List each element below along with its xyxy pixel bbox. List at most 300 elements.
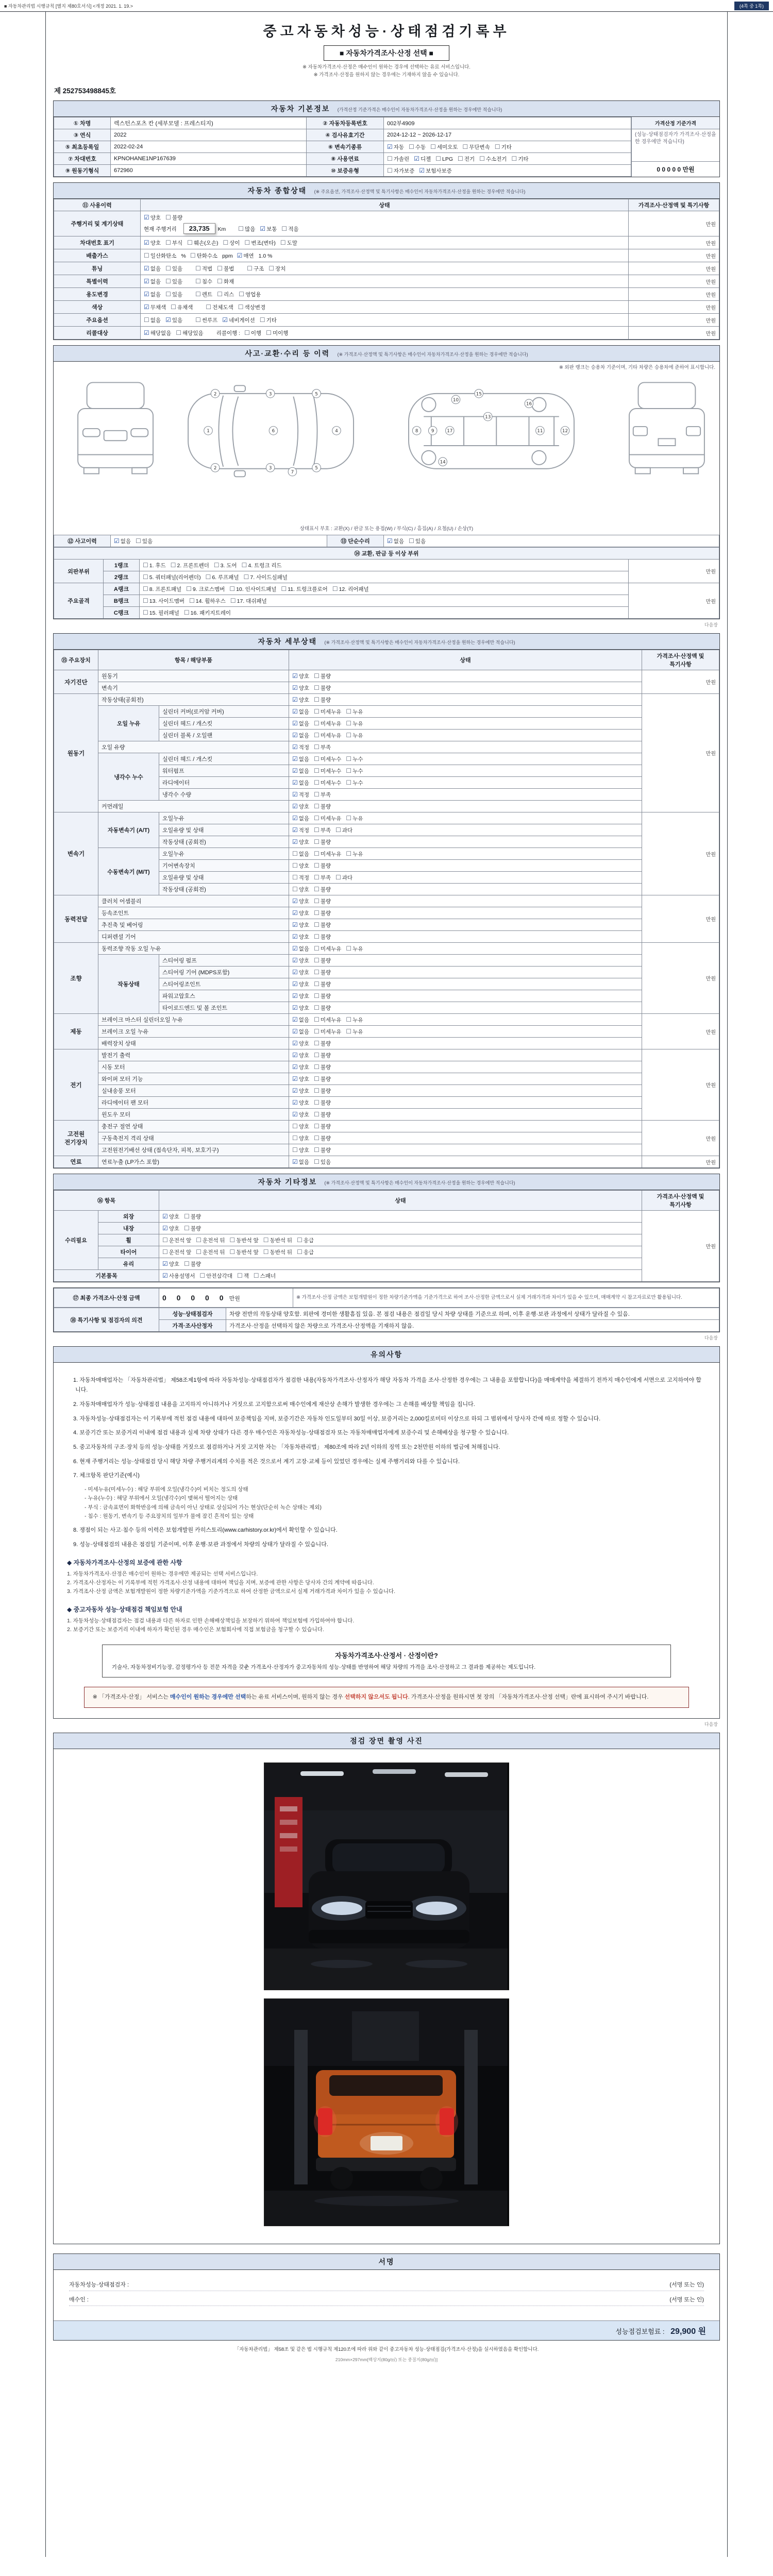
checked-checkbox-icon: ☑ xyxy=(292,826,298,834)
checkbox-option xyxy=(292,945,309,953)
checkbox-label: 4. 트렁크 리드 xyxy=(248,562,282,569)
checkbox-option xyxy=(263,1236,292,1244)
empty-checkbox-icon: ☐ xyxy=(162,1236,168,1244)
next-page-note: 다음장 xyxy=(704,622,718,628)
checkbox-option xyxy=(143,609,179,617)
checkbox-label: 17. 대쉬패널 xyxy=(237,598,267,604)
checkbox-label: 양호 xyxy=(298,862,310,869)
empty-checkbox-icon: ☐ xyxy=(206,303,212,311)
checkbox-label: 동반석 뒤 xyxy=(270,1249,293,1256)
empty-checkbox-icon: ☐ xyxy=(292,850,298,857)
price-base-note: (성능·상태점검자가 가격조사·산정을 한 경우에만 적습니다) xyxy=(635,132,716,145)
empty-checkbox-icon: ☐ xyxy=(238,303,244,311)
empty-checkbox-icon: ☐ xyxy=(314,992,320,999)
usage-item-state xyxy=(141,288,629,301)
usage-history-row xyxy=(54,262,719,275)
device-item-label: 오일누유 xyxy=(159,812,289,824)
checkbox-label: 양호 xyxy=(298,1088,310,1094)
transmission-options xyxy=(384,141,631,153)
vehicle-diagram-wrap xyxy=(54,370,719,523)
checkbox-label: 13. 사이드멤버 xyxy=(149,598,184,604)
checkbox-option xyxy=(314,1111,331,1118)
checkbox-option xyxy=(292,1063,309,1071)
device-row xyxy=(54,1085,719,1097)
panel-rank-row xyxy=(54,607,719,619)
checkbox-label: 불량 xyxy=(320,934,331,940)
checkbox-label: 양호 xyxy=(298,1005,310,1011)
panel-number: 5 xyxy=(315,466,318,471)
checkbox-option xyxy=(217,265,234,273)
checkbox-label: 도말 xyxy=(287,240,297,246)
checkbox-option xyxy=(297,1248,314,1256)
empty-checkbox-icon: ☐ xyxy=(238,225,244,232)
inspector-signature-label: 자동차성능·상태점검자 : xyxy=(69,2282,129,2289)
empty-checkbox-icon: ☐ xyxy=(435,155,442,162)
checkbox-label: 유채색 xyxy=(177,304,193,311)
checkbox-label: 양호 xyxy=(298,673,310,680)
checkbox-option xyxy=(165,316,182,324)
etc-item-label: 외장 xyxy=(98,1211,159,1223)
device-item-label: 원동기 xyxy=(98,670,289,682)
checkbox-option xyxy=(268,265,285,273)
empty-checkbox-icon: ☐ xyxy=(346,944,352,952)
checkbox-option xyxy=(292,803,309,810)
checkbox-label: 불량 xyxy=(320,862,331,869)
checkbox-option xyxy=(314,1123,331,1130)
opinion-who-performance: 성능·상태점검자 xyxy=(159,1308,226,1320)
empty-checkbox-icon: ☐ xyxy=(346,755,352,762)
opinion-text-price: 가격조사·산정을 선택하지 않은 차량으로 가격조사·산정액을 기재하지 않음. xyxy=(226,1320,719,1332)
notice-sub1-item: 3. 가격조사·산정 금액은 보험개발원이 정한 차량기준가액을 기준가격으로 하여 산정한 금액으로서 실제 거래가격과 차이가 있을 수 있습니다. xyxy=(67,1588,396,1595)
checkbox-label: 양호 xyxy=(298,898,310,905)
empty-checkbox-icon: ☐ xyxy=(314,968,320,976)
checkbox-option xyxy=(292,755,309,763)
simple-repair-options xyxy=(384,535,719,547)
signature-line-inspector xyxy=(69,2280,704,2291)
checkbox-option xyxy=(314,732,341,739)
checkbox-label: 불량 xyxy=(320,922,331,928)
checkbox-label: 불량 xyxy=(172,214,183,221)
usage-item-state xyxy=(141,236,629,249)
checkbox-option xyxy=(292,1146,309,1154)
final-price-value: 0 0 0 0 0 xyxy=(162,1293,228,1302)
accident-history-label: ⑫ 사고이력 xyxy=(54,535,111,547)
device-item-label: 기어변속장치 xyxy=(159,860,289,872)
empty-checkbox-icon: ☐ xyxy=(314,707,320,715)
empty-checkbox-icon: ☐ xyxy=(259,316,265,324)
checkbox-label: 운전석 앞 xyxy=(169,1237,192,1244)
device-item-label: 실린더 헤드 / 개스킷 xyxy=(159,753,289,765)
device-item-state xyxy=(289,1085,642,1097)
empty-checkbox-icon: ☐ xyxy=(314,897,320,905)
empty-checkbox-icon: ☐ xyxy=(199,1272,206,1279)
final-price-unit: 만원 xyxy=(229,1295,240,1302)
checkbox-option xyxy=(254,1272,276,1280)
checkbox-label: 없음 xyxy=(150,291,161,298)
price-survey-select-box: ■ 자동차가격조사·산정 선택 ■ xyxy=(324,45,449,61)
checkbox-label: 미세누유 xyxy=(320,708,342,715)
detail-col-price: 가격조사·산정액 및 특기사항 xyxy=(642,650,719,670)
checkbox-option xyxy=(171,303,193,311)
opinion-row-performance xyxy=(54,1308,719,1320)
device-item-state xyxy=(289,706,642,718)
device-sub-label: 자동변속기 (A/T) xyxy=(98,812,159,848)
overall-col-state: 상태 xyxy=(141,199,629,211)
checkbox-label: 양호 xyxy=(298,993,310,999)
device-item-state xyxy=(289,836,642,848)
overall-body xyxy=(54,211,719,340)
section-signature xyxy=(53,2253,720,2341)
empty-checkbox-icon: ☐ xyxy=(346,719,352,727)
empty-checkbox-icon: ☐ xyxy=(314,778,320,786)
empty-checkbox-icon: ☐ xyxy=(292,861,298,869)
next-page-note-3: 다음장 xyxy=(704,1722,718,1727)
checkbox-option xyxy=(409,537,426,545)
empty-checkbox-icon: ☐ xyxy=(314,861,320,869)
checkbox-option xyxy=(238,225,255,233)
etc-item-state xyxy=(159,1234,642,1246)
usage-item-label: 특별이력 xyxy=(54,275,141,288)
checkbox-option xyxy=(387,167,414,175)
checkbox-label: 5. 쿼터패널(리어펜더) xyxy=(149,574,201,581)
checked-checkbox-icon: ☑ xyxy=(222,316,228,324)
empty-checkbox-icon: ☐ xyxy=(292,1146,298,1154)
etc-item-state xyxy=(159,1223,642,1234)
checkbox-option xyxy=(195,265,212,273)
empty-checkbox-icon: ☐ xyxy=(239,290,245,298)
device-sub-label: 작동상태 xyxy=(98,955,159,1014)
checkbox-label: 불량 xyxy=(320,1088,331,1094)
device-item-label: 오일유량 및 상태 xyxy=(159,872,289,884)
notice-subitem: - 부식 : 금속표면이 화학반응에 의해 금속이 아닌 상태로 상실되어 가는 현상(단순히 녹슨 상태는 제외) xyxy=(85,1504,322,1511)
final-price-value-cell xyxy=(159,1289,293,1308)
price-survey-info-title: 자동차가격조사·산정서 · 산정이란? xyxy=(335,1652,438,1660)
checkbox-option xyxy=(314,803,331,810)
checked-checkbox-icon: ☑ xyxy=(292,980,298,988)
empty-checkbox-icon: ☐ xyxy=(458,155,463,162)
checkbox-label: 적정 xyxy=(298,874,310,881)
checkbox-option xyxy=(458,155,475,163)
checked-checkbox-icon: ☑ xyxy=(292,909,298,917)
checkbox-option xyxy=(242,562,282,569)
device-item-state xyxy=(289,1049,642,1061)
price-unit-cell: 만원 xyxy=(628,583,719,619)
checkbox-option xyxy=(292,1028,309,1036)
checkbox-option xyxy=(297,1236,314,1244)
checkbox-label: 기타 xyxy=(518,156,529,162)
device-item-state xyxy=(289,1109,642,1121)
checkbox-label: 있음 xyxy=(415,538,426,545)
device-item-state xyxy=(289,670,642,682)
empty-checkbox-icon: ☐ xyxy=(297,1236,303,1244)
form-reference-note: ■ 자동차관리법 시행규칙 [별지 제80호서식] <개정 2021. 1. 19.> xyxy=(4,3,133,9)
device-item-state xyxy=(289,895,642,907)
checked-checkbox-icon: ☑ xyxy=(292,802,298,810)
state-line xyxy=(144,222,625,234)
device-label: 원동기 xyxy=(54,694,98,812)
signature-band xyxy=(54,2254,719,2270)
device-item-label: 스티어링 기어 (MDPS포함) xyxy=(159,967,289,978)
checkbox-option xyxy=(435,155,453,162)
checkbox-label: 미세누수 xyxy=(320,756,342,762)
empty-checkbox-icon: ☐ xyxy=(229,1248,236,1256)
empty-checkbox-icon: ☐ xyxy=(247,264,253,272)
checkbox-option xyxy=(244,573,288,581)
checkbox-option xyxy=(314,945,341,953)
usage-history-row xyxy=(54,211,719,236)
device-row xyxy=(54,812,719,824)
notice-title: 유의사항 xyxy=(370,1350,403,1359)
price-unit-cell: 만원 xyxy=(629,314,719,327)
checkbox-label: 양호 xyxy=(298,1147,310,1154)
checkbox-option xyxy=(314,992,331,1000)
vin-value: KPNOHANE1NP167639 xyxy=(111,153,307,165)
inspector-signature-mark: (서명 또는 인) xyxy=(669,2282,704,2289)
checkbox-label: 응급 xyxy=(303,1249,314,1256)
usage-history-row xyxy=(54,275,719,288)
checkbox-label: 있음 xyxy=(172,317,183,324)
checkbox-option xyxy=(346,755,363,763)
checkbox-option xyxy=(217,291,234,298)
checkbox-label: 불량 xyxy=(320,1040,331,1047)
first-reg-value: 2022-02-24 xyxy=(111,141,307,153)
checkbox-label: 미세누유 xyxy=(320,1016,342,1023)
checkbox-label: 없음 xyxy=(298,1159,310,1165)
checkbox-label: 불량 xyxy=(320,1052,331,1059)
empty-checkbox-icon: ☐ xyxy=(281,585,287,592)
checkbox-option xyxy=(292,992,309,1000)
empty-checkbox-icon: ☐ xyxy=(314,921,320,928)
price-unit-cell: 만원 xyxy=(629,288,719,301)
device-item-label: 스티어링조인트 xyxy=(159,978,289,990)
panel-number: 3 xyxy=(268,392,272,397)
empty-checkbox-icon: ☐ xyxy=(223,239,229,246)
panel-number: 14 xyxy=(440,460,446,465)
device-item-state xyxy=(289,1014,642,1026)
checkbox-label: 가솔린 xyxy=(393,156,410,162)
panel-exchange-body xyxy=(54,560,719,619)
device-item-label: 변속기 xyxy=(98,682,289,694)
checked-checkbox-icon: ☑ xyxy=(144,329,149,336)
checkbox-label: 7. 사이드실패널 xyxy=(250,574,288,581)
device-label: 변속기 xyxy=(54,812,98,895)
checkbox-label: 미세누유 xyxy=(320,945,342,952)
accident-history-table xyxy=(54,535,719,547)
empty-checkbox-icon: ☐ xyxy=(143,597,148,604)
checkbox-option xyxy=(292,957,309,964)
empty-checkbox-icon: ☐ xyxy=(268,264,275,272)
checkbox-label: 있음 xyxy=(172,291,183,298)
checkbox-label: 불량 xyxy=(190,1225,201,1232)
device-item-label: 스티어링 펌프 xyxy=(159,955,289,967)
checked-checkbox-icon: ☑ xyxy=(419,166,425,174)
checkbox-label: 없음 xyxy=(150,278,161,285)
device-item-label: 연료누출 (LP가스 포함) xyxy=(98,1156,289,1168)
device-label: 고전원 전기장치 xyxy=(54,1121,98,1156)
checkbox-option xyxy=(184,1225,201,1232)
empty-checkbox-icon: ☐ xyxy=(314,1015,320,1023)
device-item-label: 작동상태 (공회전) xyxy=(159,836,289,848)
checkbox-option xyxy=(292,743,309,751)
empty-checkbox-icon: ☐ xyxy=(314,767,320,774)
device-item-state xyxy=(289,812,642,824)
section-overall-state xyxy=(53,182,720,340)
warranty-options xyxy=(384,165,631,177)
final-note-text: 매수인이 원하는 경우에만 선택 xyxy=(170,1694,246,1701)
checkbox-option xyxy=(292,838,309,846)
empty-checkbox-icon: ☐ xyxy=(409,537,414,545)
empty-checkbox-icon: ☐ xyxy=(462,143,468,150)
checkbox-label: 없음 xyxy=(298,851,310,857)
state-line xyxy=(144,315,625,325)
checkbox-label: 없음 xyxy=(298,768,310,774)
checkbox-option xyxy=(114,537,131,545)
checkbox-label: 1. 후드 xyxy=(149,562,166,569)
empty-checkbox-icon: ☐ xyxy=(314,755,320,762)
device-item-label: 오일 유량 xyxy=(98,741,289,753)
device-sub-label: 수동변속기 (M/T) xyxy=(98,848,159,895)
state-text: % xyxy=(181,252,186,259)
section-detail-state xyxy=(53,633,720,1168)
checkbox-label: 네비게이션 xyxy=(229,317,255,324)
device-item-label: 윈도우 모터 xyxy=(98,1109,289,1121)
empty-checkbox-icon: ☐ xyxy=(144,251,149,259)
checkbox-option xyxy=(176,329,203,337)
checkbox-label: 리스 xyxy=(223,291,234,298)
checked-checkbox-icon: ☑ xyxy=(292,743,298,751)
device-item-state xyxy=(289,801,642,812)
photos-band xyxy=(54,1733,719,1749)
checkbox-option xyxy=(239,291,261,298)
detail-header-row xyxy=(54,650,719,670)
checkbox-option xyxy=(314,874,331,882)
empty-checkbox-icon: ☐ xyxy=(314,743,320,751)
checkbox-option xyxy=(314,838,331,846)
checked-checkbox-icon: ☑ xyxy=(292,731,298,739)
checkbox-option xyxy=(292,1052,309,1059)
etc-item-state xyxy=(159,1270,642,1282)
checkbox-option xyxy=(230,1236,259,1244)
empty-checkbox-icon: ☐ xyxy=(314,1087,320,1094)
document-number: 제 252753498845호 xyxy=(54,87,116,95)
detail-body xyxy=(54,670,719,1168)
car-name-label: ① 차명 xyxy=(54,117,111,129)
checked-checkbox-icon: ☑ xyxy=(144,239,149,246)
checkbox-option xyxy=(332,585,369,593)
device-row xyxy=(54,919,719,931)
price-unit-cell: 만원 xyxy=(642,812,719,895)
rank-items xyxy=(140,607,629,619)
checkbox-option xyxy=(143,562,166,569)
checkbox-option xyxy=(314,1016,341,1024)
opinion-table xyxy=(54,1308,719,1332)
checkbox-option xyxy=(144,291,161,298)
checked-checkbox-icon: ☑ xyxy=(292,838,298,845)
checkbox-option xyxy=(162,1236,191,1244)
checkbox-label: 운전석 뒤 xyxy=(203,1237,225,1244)
checked-checkbox-icon: ☑ xyxy=(292,1027,298,1035)
notice-items xyxy=(67,1376,706,1549)
device-label: 조향 xyxy=(54,943,98,1014)
empty-checkbox-icon: ☐ xyxy=(314,1027,320,1035)
accident-history-options xyxy=(111,535,327,547)
year-label: ③ 연식 xyxy=(54,129,111,141)
checkbox-option xyxy=(346,945,363,953)
checkbox-label: 양호 xyxy=(298,1123,310,1130)
empty-checkbox-icon: ☐ xyxy=(314,790,320,798)
checkbox-option xyxy=(190,252,217,260)
checkbox-label: 10. 인사이드패널 xyxy=(236,586,277,592)
checkbox-option xyxy=(292,980,309,988)
checkbox-label: 8. 프론트패널 xyxy=(149,586,182,592)
paper-spec-note: 210mm×297mm[백상지(80g/㎡) 또는 중질지(80g/㎡)] xyxy=(335,2357,438,2363)
checkbox-label: 해당없음 xyxy=(150,330,172,336)
checkbox-label: 탄화수소 xyxy=(196,252,218,259)
checkbox-label: 누유 xyxy=(352,851,363,857)
panel-number: 2 xyxy=(213,466,217,471)
section-etc-info xyxy=(53,1174,720,1282)
notice-body xyxy=(54,1363,719,1718)
empty-checkbox-icon: ☐ xyxy=(292,885,298,893)
empty-checkbox-icon: ☐ xyxy=(162,1248,168,1256)
device-item-state xyxy=(289,694,642,706)
checkbox-label: 누유 xyxy=(352,945,363,952)
state-line xyxy=(144,302,625,312)
checkbox-option xyxy=(260,225,277,233)
state-text: ppm xyxy=(222,252,233,259)
device-item-label: 오일유량 및 상태 xyxy=(159,824,289,836)
checked-checkbox-icon: ☑ xyxy=(162,1212,168,1220)
checkbox-label: 해당있음 xyxy=(182,330,204,336)
empty-checkbox-icon: ☐ xyxy=(387,155,393,162)
device-item-state xyxy=(289,1132,642,1144)
checkbox-option xyxy=(143,597,184,605)
checkbox-label: 양호 xyxy=(169,1213,180,1220)
device-item-label: 타이로드엔드 및 볼 조인트 xyxy=(159,1002,289,1014)
device-item-label: 구동축전지 격리 상태 xyxy=(98,1132,289,1144)
usage-item-label: 색상 xyxy=(54,301,141,314)
checkbox-option xyxy=(144,252,176,260)
device-item-label: 파워고압호스 xyxy=(159,990,289,1002)
empty-checkbox-icon: ☐ xyxy=(170,561,176,569)
checkbox-option xyxy=(314,1028,341,1036)
section-final-price xyxy=(53,1287,720,1332)
checkbox-option xyxy=(314,1075,331,1083)
empty-checkbox-icon: ☐ xyxy=(387,166,393,174)
device-item-label: 브레이크 마스터 실린더오일 누유 xyxy=(98,1014,289,1026)
checkbox-option xyxy=(184,609,231,617)
final-price-row xyxy=(54,1289,719,1308)
accident-note: (※ 가격조사·산정액 및 특기사항은 매수인이 자동차가격조사·산정을 원하는 경우에만 적습니다) xyxy=(337,352,528,358)
checkbox-label: 누수 xyxy=(352,768,363,774)
detail-table xyxy=(54,650,719,1168)
panel-number: 6 xyxy=(272,429,275,434)
checked-checkbox-icon: ☑ xyxy=(292,719,298,727)
checkbox-label: 없음 xyxy=(150,265,161,272)
checkbox-label: 장치 xyxy=(275,265,286,272)
inspection-photo-front xyxy=(264,1762,509,1990)
checked-checkbox-icon: ☑ xyxy=(144,277,149,285)
checkbox-option xyxy=(206,573,239,581)
checkbox-label: 수소전기 xyxy=(485,156,507,162)
photos-title: 점검 장면 촬영 사진 xyxy=(350,1737,423,1745)
inspection-label: ④ 검사유효기간 xyxy=(307,129,384,141)
device-row xyxy=(54,931,719,943)
checkbox-label: 있음 xyxy=(142,538,153,545)
checked-checkbox-icon: ☑ xyxy=(292,1039,298,1047)
detail-band xyxy=(54,634,719,650)
device-item-label: 오일누유 xyxy=(159,848,289,860)
